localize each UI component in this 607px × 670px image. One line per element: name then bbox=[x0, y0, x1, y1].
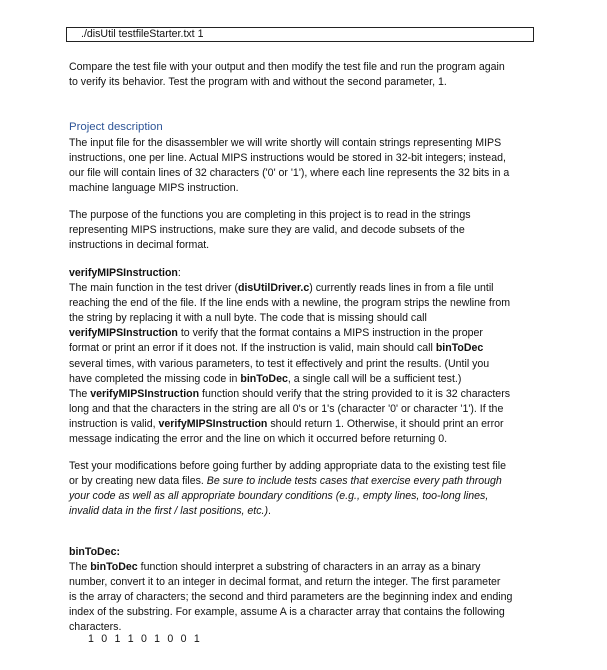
text-line: your code as well as all appropriate boundary conditions (e.g., empty lines, too-long lines, bbox=[69, 490, 489, 503]
text-line: several times, with various parameters, to test it effectively and print the results. (Until you bbox=[69, 357, 490, 370]
text-line: to verify its behavior. Test the program with and without the second parameter, 1. bbox=[69, 76, 447, 89]
text-line: Test your modifications before going further by adding appropriate data to the existing test file bbox=[69, 460, 506, 472]
text-line: verifyMIPSInstruction to verify that the format contains a MIPS instruction in the proper bbox=[69, 327, 483, 340]
text-line: representing MIPS instructions, make sure they are valid, and decode subsets of the bbox=[69, 224, 465, 237]
text-line: is the array of characters; the second and third parameters are the beginning index and ending bbox=[69, 591, 513, 604]
bintodec-section bbox=[69, 545, 549, 636]
test-modifications-paragraph bbox=[69, 459, 549, 519]
text-line: reaching the end of the file. If the line ends with a newline, the program strips the newline from bbox=[69, 297, 511, 310]
project-paragraph-1 bbox=[69, 136, 549, 196]
text-line: the string by replacing it with a null byte. The code that is missing should call bbox=[69, 312, 427, 325]
text-line: The main function in the test driver (disUtilDriver.c) currently reads lines in from a file until bbox=[69, 282, 494, 295]
intro-paragraph bbox=[69, 60, 549, 90]
text-line: index of the substring. For example, assume A is a character array that contains the following bbox=[69, 606, 505, 619]
text-line: Compare the test file with your output and then modify the test file and run the program again bbox=[69, 61, 505, 73]
project-paragraph-2 bbox=[69, 208, 549, 253]
text-line: instructions in decimal format. bbox=[69, 239, 210, 252]
text-line: number, convert it to an integer in decimal format, and return the integer. The first parameter bbox=[69, 576, 501, 589]
text-line: our file will contain lines of 32 characters ('0' or '1'), where each line represents the 32 bits in a bbox=[69, 167, 510, 180]
text-line: message indicating the error and the line on which it occurred before returning 0. bbox=[69, 433, 448, 446]
text-line: have completed the missing code in binToDec, a single call will be a sufficient test.) bbox=[69, 372, 462, 385]
command-box bbox=[66, 27, 534, 42]
text-line: The verifyMIPSInstruction function should verify that the string provided to it is 32 characters bbox=[69, 387, 511, 400]
project-description-heading: Project description bbox=[69, 121, 163, 133]
text-line: invalid data in the first / last positions, etc.). bbox=[69, 505, 271, 518]
text-line: or by creating new data files. Be sure to include tests cases that exercise every path through bbox=[69, 475, 502, 488]
text-line: The input file for the disassembler we will write shortly will contain strings representing MIPS bbox=[69, 137, 502, 149]
text-line: machine language MIPS instruction. bbox=[69, 182, 239, 195]
binary-digits-example: 1 0 1 1 0 1 0 0 1 bbox=[88, 633, 202, 645]
text-line: characters. bbox=[69, 621, 122, 634]
verify-section bbox=[69, 266, 549, 447]
bintodec-heading: binToDec: bbox=[69, 546, 121, 558]
command-text: ./disUtil testfileStarter.txt 1 bbox=[81, 28, 204, 40]
text-line: The binToDec function should interpret a substring of characters in an array as a binary bbox=[69, 561, 481, 574]
text-line: The purpose of the functions you are completing in this project is to read in the strings bbox=[69, 209, 471, 221]
text-line: instructions, one per line. Actual MIPS instructions would be stored in 32-bit integers; instead, bbox=[69, 152, 506, 165]
text-line: format or print an error if it does not. If the instruction is valid, main should call binToDec bbox=[69, 342, 484, 355]
text-line: instruction is valid, verifyMIPSInstruction should return 1. Otherwise, it should print an error bbox=[69, 417, 504, 430]
text-line: long and that the characters in the string are all 0's or 1's (character '0' or character '1'). If the bbox=[69, 402, 504, 415]
verify-heading: verifyMIPSInstruction: bbox=[69, 267, 181, 279]
